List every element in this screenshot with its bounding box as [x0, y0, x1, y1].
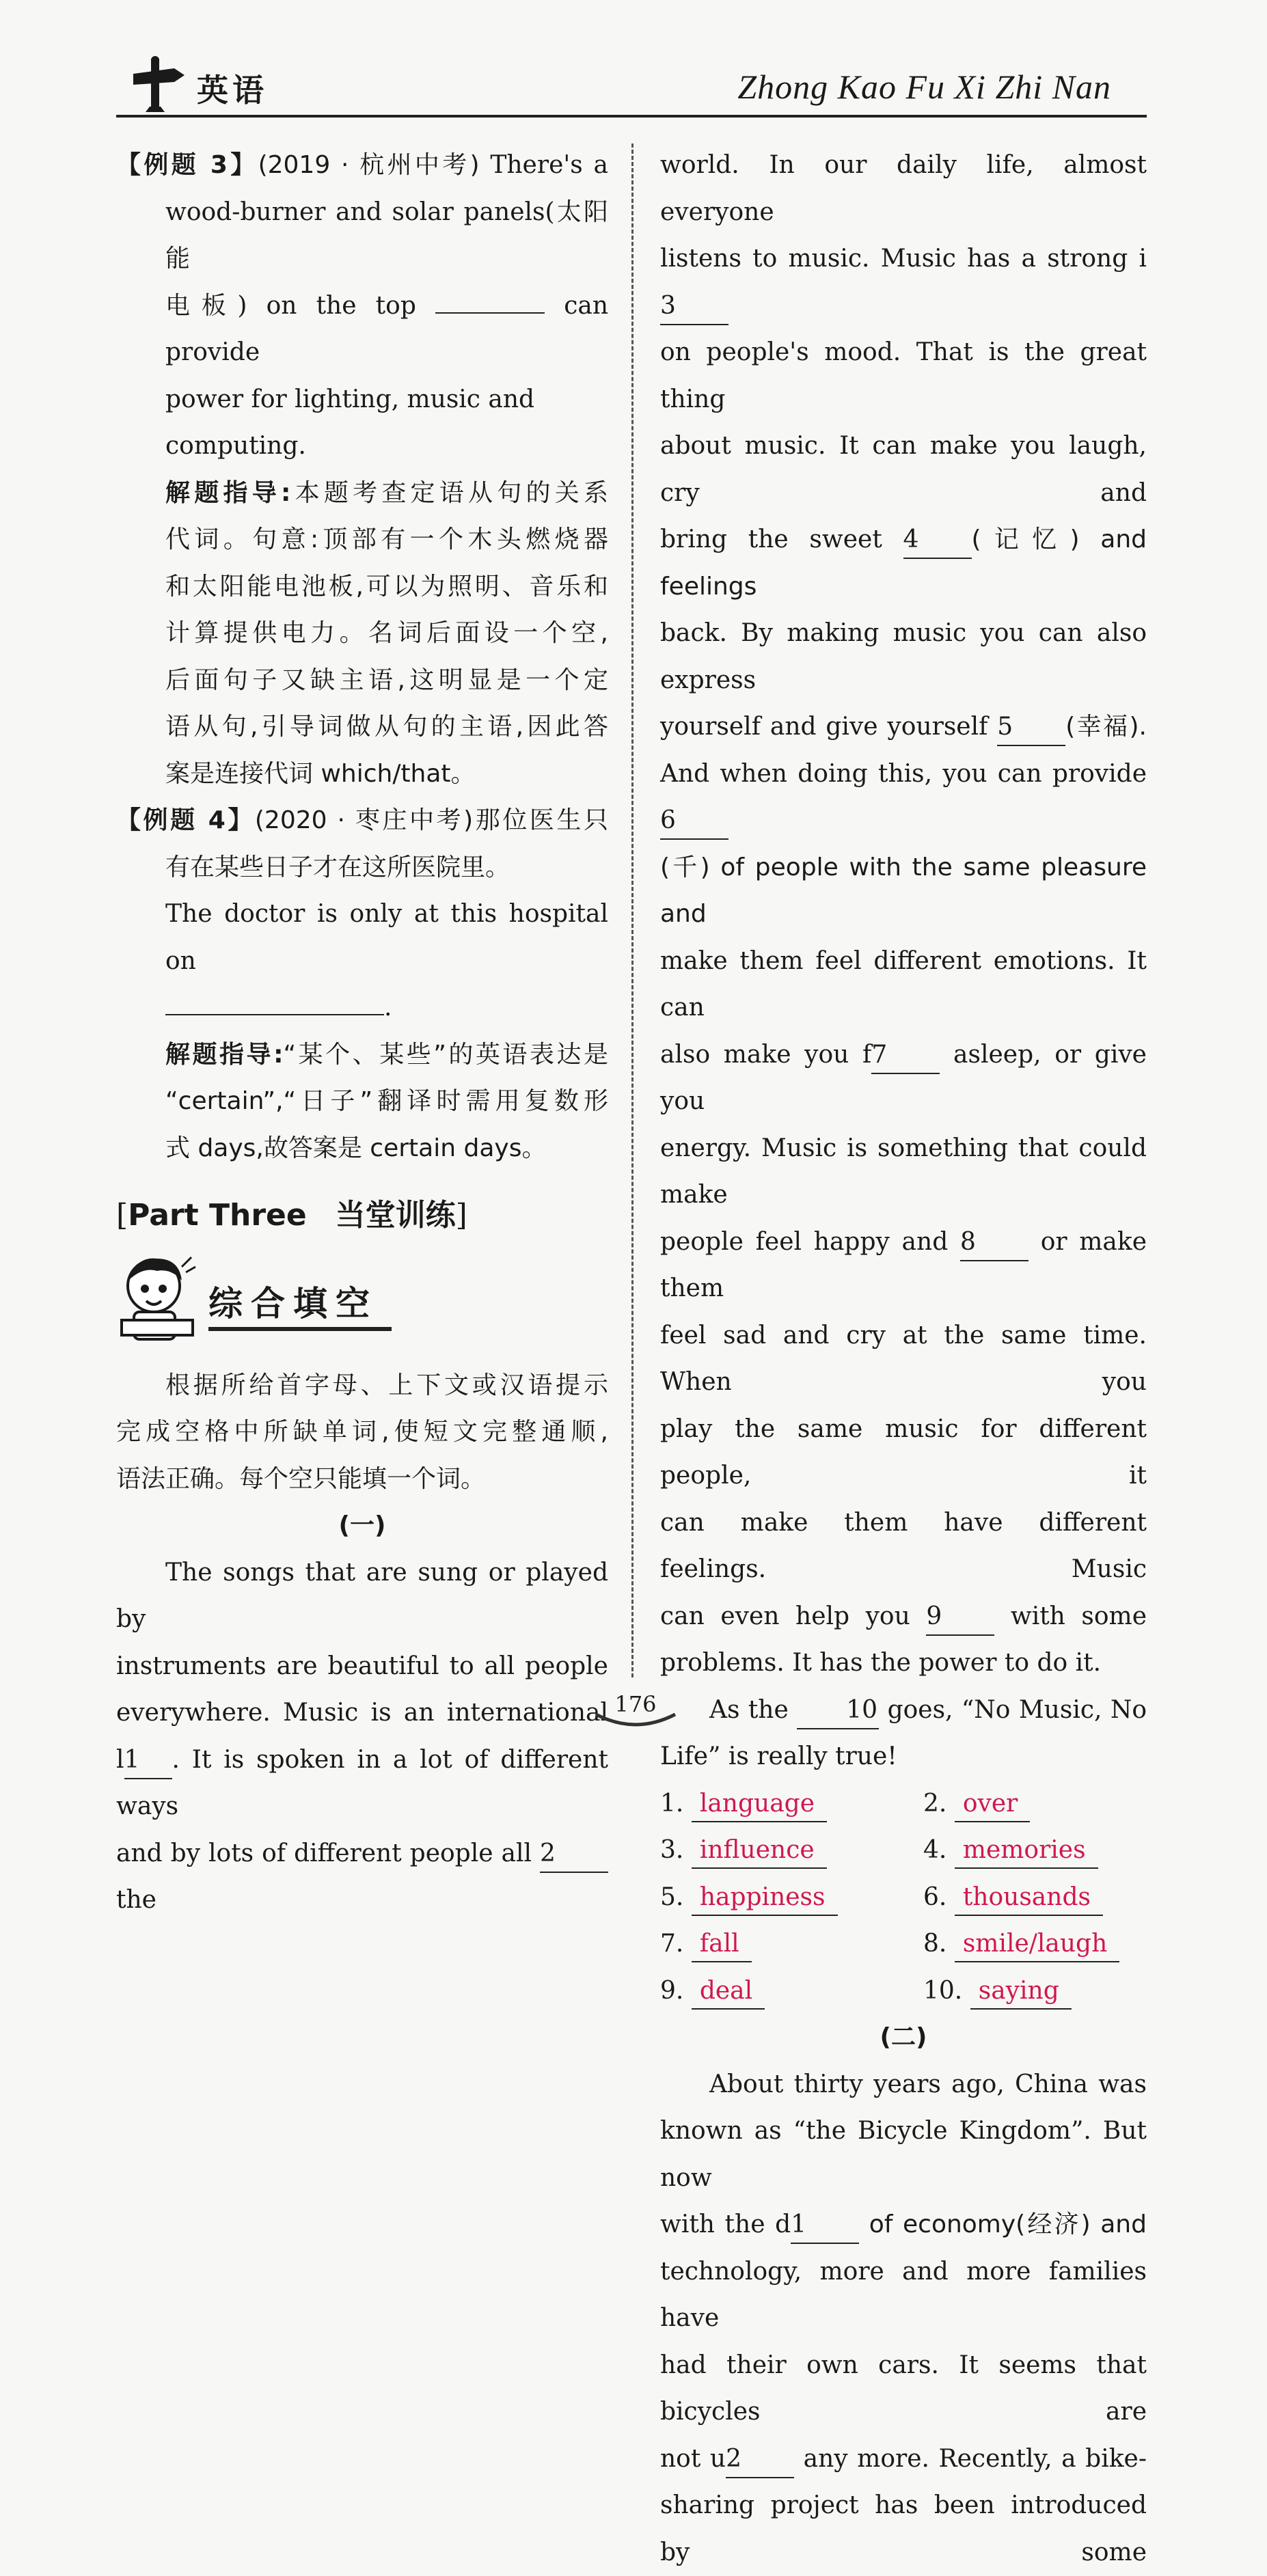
example4-guide-line2: “certain”,“日子”翻译时需用复数形	[165, 1087, 608, 1115]
left-column	[116, 142, 608, 1924]
answer-2: 2. over	[923, 1781, 1149, 1828]
section-badge	[116, 1253, 608, 1362]
example3-blank	[435, 312, 545, 314]
subsection-one: (一)	[338, 1511, 386, 1539]
passage1-line1: The songs that are sung or played by	[116, 1558, 608, 1633]
passage2-line4: technology, more and more families have	[660, 2257, 1147, 2332]
passage2-line2: known as “the Bicycle Kingdom”. But now	[660, 2117, 1147, 2192]
header-rule	[116, 115, 1147, 118]
page-number: 176	[614, 1691, 657, 1717]
passage1-r-line18: problems. It has the power to do it.	[660, 1649, 1102, 1677]
passage2-line6: not u2 any more. Recently, a bike-	[660, 2436, 1147, 2483]
passage1-r-line6: back. By making music you can also express	[660, 619, 1147, 694]
passage1-r-line12: energy. Music is something that could make	[660, 1134, 1147, 1209]
passage1-r-line11: also make you f7 asleep, or give you	[660, 1032, 1147, 1125]
passage1-r-line10: make them feel different emotions. It can	[660, 946, 1147, 1022]
passage2-line3: with the d1 of economy(经济) and	[660, 2202, 1147, 2249]
example4-guide-line3: 式 days,故答案是 certain days。	[165, 1134, 547, 1162]
example3-guide-line7: 案是连接代词 which/that。	[165, 759, 476, 788]
example4-line4: .	[116, 985, 608, 1032]
passage1-r-line16: can make them have different feelings. Music	[660, 1508, 1147, 1583]
section-title: 综合填空	[208, 1280, 392, 1332]
example3-guide-line6: 语从句,引导词做从句的主语,因此答	[165, 713, 608, 741]
blank-10: 10	[797, 1693, 879, 1729]
instruction-line1: 根据所给首字母、上下文或汉语提示	[165, 1371, 608, 1399]
subsection-two: (二)	[880, 2023, 927, 2051]
cartoon-student-icon	[116, 1253, 198, 1349]
example3-tag: 【例题 3】	[116, 151, 258, 179]
passage1-r-line8: And when doing this, you can provide 6	[660, 751, 1147, 845]
example3-guide-line4: 计算提供电力。名词后面设一个空,	[165, 619, 608, 647]
blank-3: 3	[660, 288, 728, 325]
blank-5: 5	[997, 709, 1065, 746]
column-divider	[631, 143, 634, 1677]
example3-guide-line1: 解题指导:本题考查定语从句的关系	[165, 478, 608, 507]
passage1-r-line1: world. In our daily life, almost everyone	[660, 151, 1147, 226]
passage2-line7: sharing project has been introduced by some	[660, 2491, 1147, 2566]
example4-line1: 【例题 4】(2020 · 枣庄中考)那位医生只	[116, 806, 608, 834]
instruction-line3: 语法正确。每个空只能填一个词。	[116, 1464, 486, 1493]
passage1-r-line19: As the 10 goes, “No Music, No	[660, 1687, 1147, 1734]
passage1-r-line20: Life” is really true!	[660, 1742, 897, 1770]
passage1-r-line3: on people's mood. That is the great thing	[660, 338, 1147, 413]
passage1-line5: and by lots of different people all 2 the	[116, 1831, 608, 1924]
answer-5: 5. happiness	[660, 1874, 923, 1921]
answer-8: 8. smile/laugh	[923, 1921, 1149, 1968]
passage1-r-line5: bring the sweet 4 (记忆) and feelings	[660, 517, 1147, 610]
p2-blank-2: 2	[726, 2441, 794, 2478]
passage1-line4: l1 . It is spoken in a lot of different ways	[116, 1737, 608, 1831]
subject-title: 英语	[197, 72, 268, 109]
passage1-r-line9: (千) of people with the same pleasure and	[660, 853, 1147, 928]
passage1-r-line13: people feel happy and 8 or make them	[660, 1219, 1147, 1313]
passage1-line2: instruments are beautiful to all people	[116, 1652, 608, 1680]
example3-guide-line5: 后面句子又缺主语,这明显是一个定	[165, 666, 608, 694]
passage1-r-line15: play the same music for different people, it	[660, 1414, 1147, 1490]
answer-1: 1. language	[660, 1781, 923, 1828]
signpost-icon	[126, 53, 188, 115]
blank-9: 9	[926, 1599, 994, 1636]
passage1-r-line2: listens to music. Music has a strong i3	[660, 236, 1147, 329]
part-heading: [Part Three 当堂训练]	[116, 1198, 467, 1233]
blank-1: 1	[124, 1742, 172, 1779]
passage1-line3: everywhere. Music is an international	[116, 1699, 608, 1727]
example3-line2: wood-burner and solar panels(太阳能	[165, 197, 608, 273]
example4-guide-line1: 解题指导:“某个、某些”的英语表达是	[165, 1040, 608, 1069]
example3-line1: 【例题 3】(2019 · 杭州中考) There's a	[116, 151, 608, 179]
instruction-line2: 完成空格中所缺单词,使短文完整通顺,	[116, 1418, 608, 1446]
example3-line4: power for lighting, music and computing.	[165, 385, 535, 460]
example3-guide-line3: 和太阳能电池板,可以为照明、音乐和	[165, 572, 608, 601]
example4-source: (2020 · 枣庄中考)	[254, 806, 474, 834]
page-number-ornament	[593, 1712, 678, 1729]
blank-6: 6	[660, 803, 728, 840]
answer-4: 4. memories	[923, 1827, 1149, 1874]
example4-line2: 有在某些日子才在这所医院里。	[165, 853, 510, 881]
answer-9: 9. deal	[660, 1968, 923, 2015]
p2-blank-1: 1	[791, 2207, 859, 2244]
answer-6: 6. thousands	[923, 1874, 1149, 1921]
passage1-r-line17: can even help you 9 with some	[660, 1593, 1147, 1641]
blank-7: 7	[871, 1037, 940, 1074]
example4-tag: 【例题 4】	[116, 806, 255, 834]
example3-line3: 电板) on the top can provide	[165, 291, 608, 366]
answer-10: 10. saying	[923, 1968, 1149, 2015]
example4-line3: The doctor is only at this hospital on	[165, 900, 608, 975]
passage2-line1: About thirty years ago, China was	[709, 2070, 1147, 2098]
passage1-r-line7: yourself and give yourself 5 (幸福).	[660, 704, 1147, 751]
passage1-r-line4: about music. It can make you laugh, cry and	[660, 432, 1147, 507]
answer-3: 3. influence	[660, 1827, 923, 1874]
blank-2: 2	[540, 1836, 608, 1873]
answer-key	[660, 1781, 1147, 2015]
passage2-line5: had their own cars. It seems that bicycles are	[660, 2351, 1147, 2426]
blank-8: 8	[960, 1224, 1028, 1261]
example3-source: (2019 · 杭州中考)	[258, 151, 480, 179]
example3-guide-line2: 代词。句意:顶部有一个木头燃烧器	[165, 525, 608, 553]
passage1-r-line14: feel sad and cry at the same time. When you	[660, 1321, 1147, 1396]
answer-7: 7. fall	[660, 1921, 923, 1968]
blank-4: 4	[903, 522, 972, 559]
book-title: Zhong Kao Fu Xi Zhi Nan	[737, 68, 1111, 106]
right-column	[660, 142, 1147, 2576]
example4-blank	[165, 1014, 384, 1015]
